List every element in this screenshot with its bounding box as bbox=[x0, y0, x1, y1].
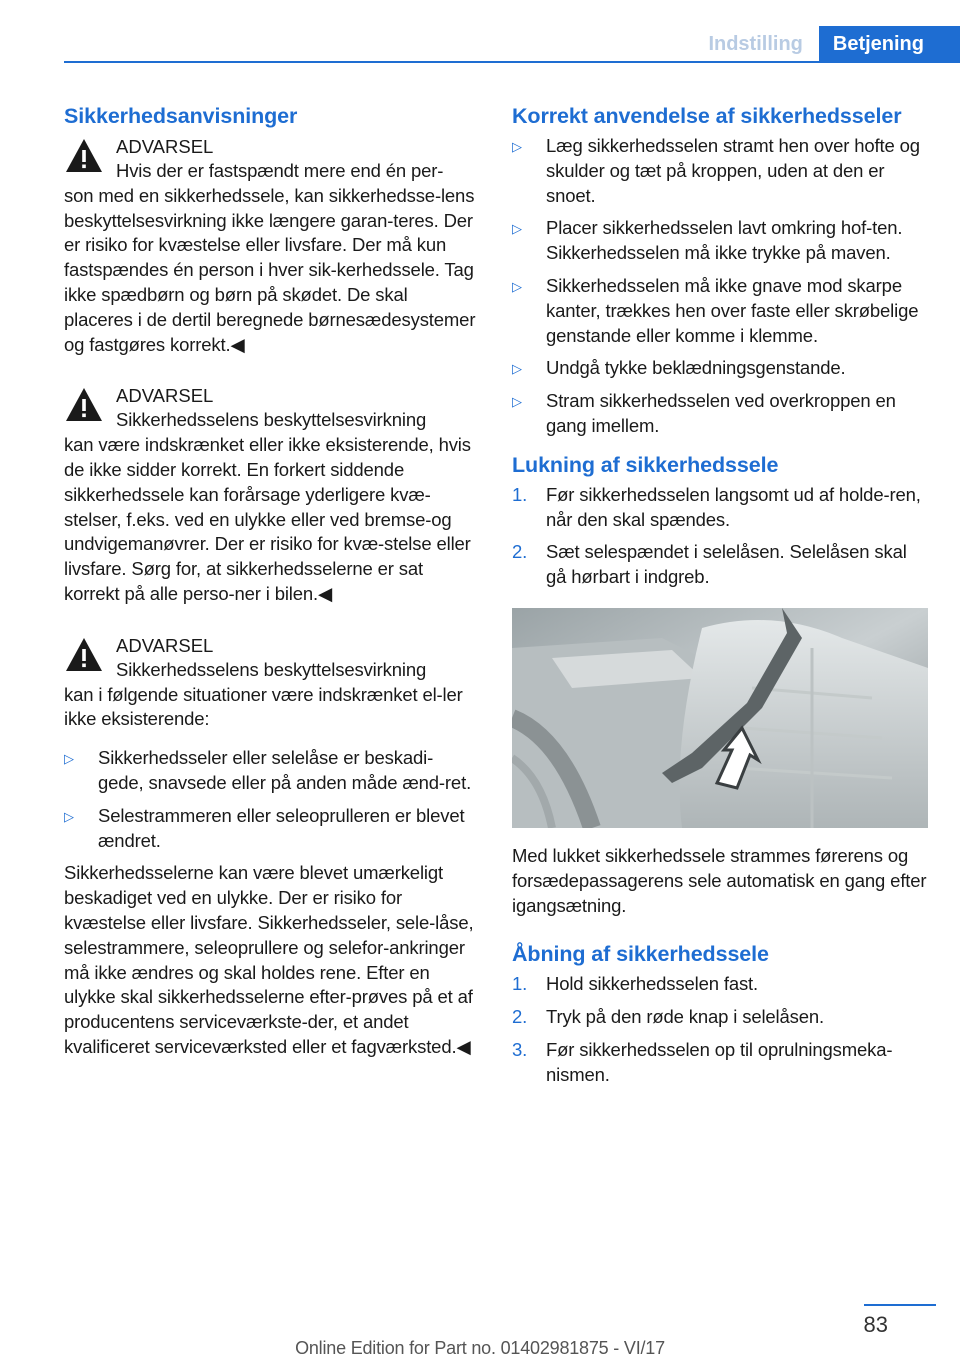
photo-caption: Med lukket sikkerhedssele strammes førerens og forsædepassagerens sele automatisk en gang efter igangsætning. bbox=[512, 844, 927, 916]
list-item: ▷ Stram sikkerhedsselen ved overkroppen en gang imellem. bbox=[512, 390, 896, 436]
list-item: 1. Før sikkerhedsselen langsomt ud af holde-ren, når den skal spændes. bbox=[512, 483, 921, 530]
list-item: ▷ Læg sikkerhedsselen stramt hen over hofte og skulder og tæt på kroppen, uden at den er snoet. bbox=[512, 135, 920, 206]
right-column bbox=[512, 100, 928, 1096]
triangle-right-bullet-icon: ▷ bbox=[512, 221, 522, 237]
warning-bullet-list bbox=[64, 746, 478, 853]
correct-use-list bbox=[512, 134, 928, 439]
section-title-closing-belt: Lukning af sikkerhedssele bbox=[512, 452, 779, 477]
left-column bbox=[64, 100, 478, 1060]
list-item: ▷ Sikkerhedsseler eller selelåse er beskadi-gede, snavsede eller på anden måde ænd-ret. bbox=[64, 747, 472, 793]
list-item: ▷ Sikkerhedsselen må ikke gnave mod skarpe kanter, trækkes hen over faste eller skrøbelige genstande eller komme i klemme. bbox=[512, 274, 919, 346]
warning-label: ADVARSEL bbox=[116, 634, 214, 656]
header-tabs bbox=[686, 26, 960, 62]
warning-body: kan være indskrænket eller ikke eksisterende, hvis de ikke sidder korrekt. En forkert siddende sikkerhedssele kan forårsage yderligere kvæ-stelser, f.eks. ved en ulykke eller ved bremse-og undvigemanøvrer. Der er risiko for kvæ-stelse eller livsfare. Sørg for, at sikkerhedsselerne er sat korrekt på alle perso-ner i bilen.◀ bbox=[64, 434, 471, 604]
section-title-opening-belt: Åbning af sikkerhedssele bbox=[512, 942, 769, 967]
list-item: 1. Hold sikkerhedsselen fast. bbox=[512, 973, 759, 995]
edition-footer: Online Edition for Part no. 01402981875 - VI/17 bbox=[295, 1338, 665, 1358]
footer-rule bbox=[864, 1304, 936, 1306]
tab-indstilling[interactable]: Indstilling bbox=[708, 33, 803, 55]
warning-block bbox=[64, 383, 478, 606]
warning-block bbox=[64, 633, 478, 732]
warning-body: son med en sikkerhedssele, kan sikkerhedsse-lens beskyttelsesvirkning ikke længere garan-teres. Der er risiko for kvæstelse eller livsfare. Der må kun fastspændes én person i hver sik-kerhedssele. Tag ikke spædbørn og børn på skødet. De skal placeres i de dertil beregnede børnesædesystemer og fastgøres korrekt.◀ bbox=[64, 184, 476, 355]
warning-body: kan i følgende situationer være indskrænket el-ler ikke eksisterende: bbox=[64, 683, 463, 730]
open-steps-list bbox=[512, 972, 928, 1087]
warning-lead: Hvis der er fastspændt mere end én per- bbox=[116, 160, 444, 181]
list-item: ▷ Undgå tykke beklædningsgenstande. bbox=[512, 356, 928, 381]
header-rule bbox=[64, 61, 960, 63]
warning-triangle-icon bbox=[64, 136, 104, 176]
tab-betjening[interactable]: Betjening bbox=[819, 26, 960, 62]
warning-triangle-icon bbox=[64, 635, 104, 675]
warning-label: ADVARSEL bbox=[116, 385, 214, 407]
list-item: 3. Før sikkerhedsselen op til oprulningsmeka-nismen. bbox=[512, 1038, 893, 1085]
triangle-right-bullet-icon: ▷ bbox=[512, 139, 522, 154]
list-item: 2. Sæt selespændet i selelåsen. Selelåsen skal gå hørbart i indgreb. bbox=[512, 541, 907, 588]
warning-label: ADVARSEL bbox=[116, 136, 214, 157]
list-item: ▷ Selestrammeren eller seleoprulleren er blevet ændret. bbox=[64, 804, 465, 851]
warning-triangle-icon bbox=[64, 385, 104, 425]
section-title-safety: Sikkerhedsanvisninger bbox=[64, 104, 298, 128]
warning-lead: Sikkerhedsselens beskyttelsesvirkning bbox=[116, 409, 427, 431]
lock-steps-list bbox=[512, 483, 928, 590]
seatbelt-buckle-photo bbox=[512, 608, 928, 828]
list-item: 2. Tryk på den røde knap i selelåsen. bbox=[512, 1006, 825, 1028]
triangle-right-bullet-icon: ▷ bbox=[64, 808, 74, 824]
page-number: 83 bbox=[863, 1312, 888, 1337]
triangle-right-bullet-icon: ▷ bbox=[64, 751, 74, 767]
warning-block bbox=[64, 134, 478, 357]
triangle-right-bullet-icon: ▷ bbox=[512, 394, 522, 410]
triangle-right-bullet-icon: ▷ bbox=[512, 361, 522, 377]
triangle-right-bullet-icon: ▷ bbox=[512, 278, 522, 294]
section-title-correct-use: Korrekt anvendelse af sikkerhedsseler bbox=[512, 104, 902, 128]
warning-lead: Sikkerhedsselens beskyttelsesvirkning bbox=[116, 658, 427, 680]
closing-paragraph: Sikkerhedsselerne kan være blevet umærkeligt beskadiget ved en ulykke. Der er risiko for kvæstelse eller livsfare. Sikkerhedsseler, sele-låse, selestrammere, seleoprullere og selefor-ankringer må ikke ændres og skal holdes rene. Efter en ulykke skal sikkerhedsselerne efter-prøves på et af producentens serviceværkste-der, et andet kvalificeret serviceværksted eller et fagværksted.◀ bbox=[64, 862, 474, 1057]
list-item: ▷ Placer sikkerhedsselen lavt omkring hof-ten. Sikkerhedsselen må ikke trykke på maven. bbox=[512, 217, 903, 264]
